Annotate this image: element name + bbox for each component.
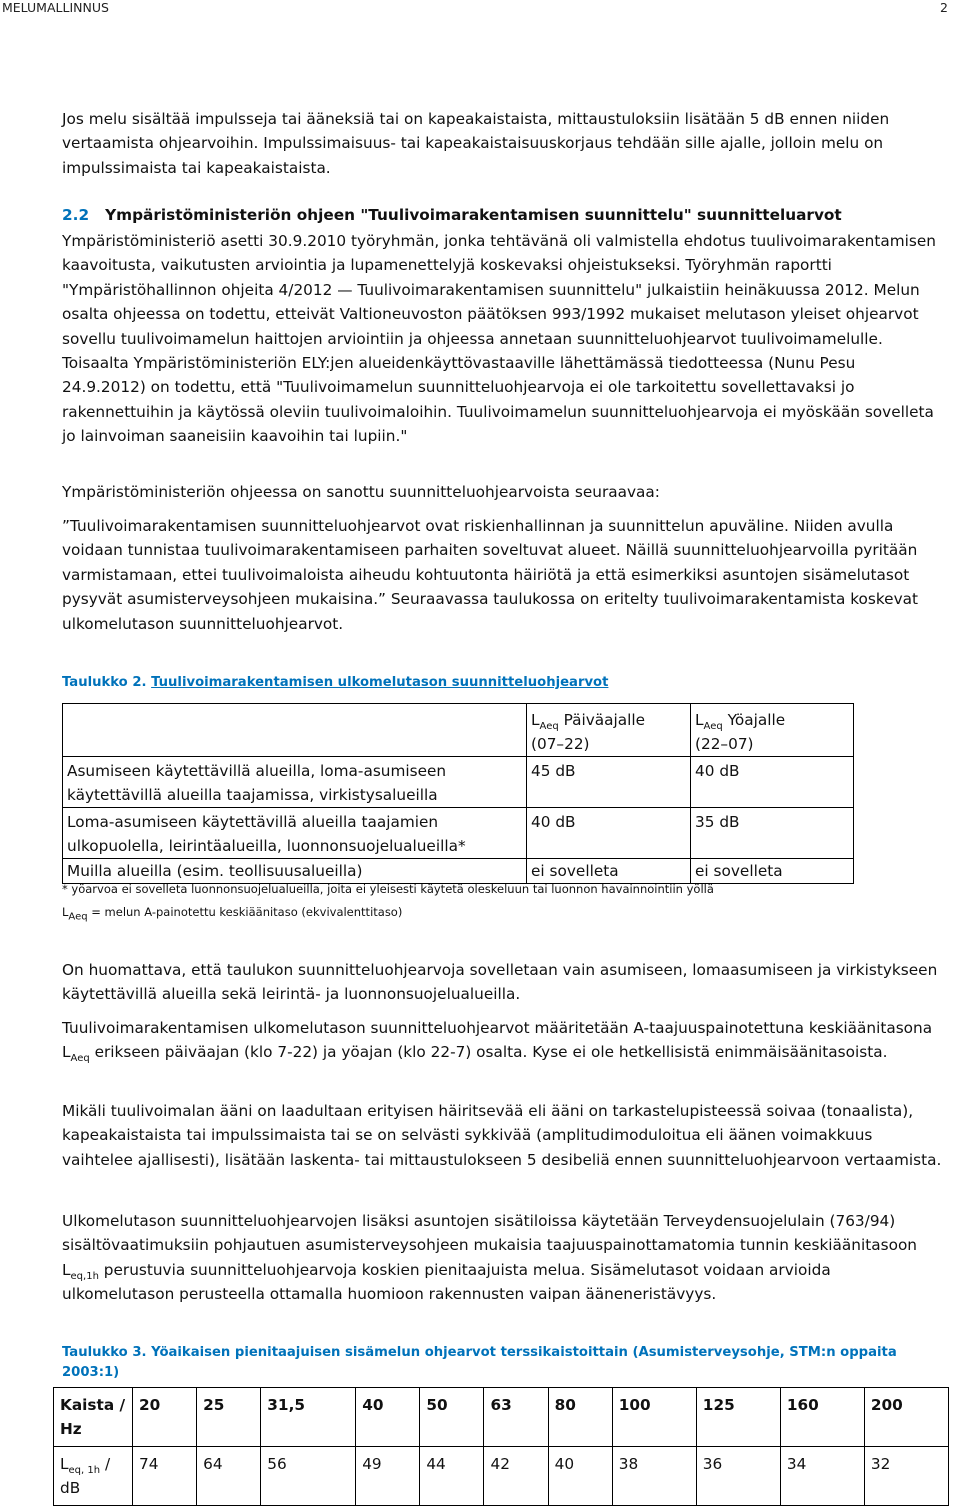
table-cell-freq: 80	[548, 1388, 612, 1447]
table-cell-level: 74	[133, 1447, 197, 1506]
outdoor-noise-table	[62, 703, 854, 884]
table-cell-area: Asumiseen käytettävillä alueilla, loma-asumiseen käytettävillä alueilla taajamissa, virkistysalueilla	[63, 757, 527, 808]
table-cell-level: 38	[612, 1447, 696, 1506]
table-cell-level: 44	[420, 1447, 484, 1506]
table1-caption-title: Tuulivoimarakentamisen ulkomelutason suunnitteluohjearvot	[151, 675, 609, 690]
table-cell-freq: 100	[612, 1388, 696, 1447]
table1-note-star: * yöarvoa ei sovelleta luonnonsuojelualueilla, joita ei yleisesti käytetä oleskeluun tai luonnon havainnointiin yöllä	[62, 882, 714, 896]
table-cell-area: Muilla alueilla (esim. teollisuusalueilla)	[63, 859, 527, 884]
table-cell-freq: 63	[484, 1388, 548, 1447]
table-row-frequency	[54, 1388, 949, 1447]
page-number: 2	[940, 0, 948, 15]
table-row	[63, 757, 854, 808]
table-cell-night: 40 dB	[691, 757, 854, 808]
table1-note-laeq: $L_{Aeq}$ = melun A-painotettu keskiäänitaso (ekvivalenttitaso)	[62, 905, 403, 923]
table-cell-level: 32	[864, 1447, 948, 1506]
document-title: MELUMALLINNUS	[2, 0, 109, 15]
page-header	[0, 0, 960, 16]
paragraph-background: Ympäristöministeriö asetti 30.9.2010 työryhmän, jonka tehtävänä oli valmistella ehdotus tuulivoimarakentamisen kaavoitusta, vaikutusten arviointia ja lupamenettelyjä koskevaksi ohjeistukseksi. Työryhmän raportti "Ympäristöhallinnon ohjeita 4/2012 — Tuulivoimarakentamisen suunnittelu" julkaistiin heinäkuussa 2012. Melun osalta ohjeessa on todettu, etteivät Valtioneuvoston päätöksen 993/1992 mukaiset melutason yleiset ohjearvot sovellu tuulivoimamelun haittojen arviointiin ja ohjeessa annetaan suunnitteluohjearvot tuulivoimamelulle. Toisaalta Ympäristöministeriön ELY:jen alueidenkäyttövastaaville lähettämässä tiedotteessa (Nunu Pesu 24.9.2012) on todettu, että "Tuulivoimamelun suunnitteluohjearvoja ei ole tarkoitettu sovellettavaksi jo rakennettuihin ja käytössä oleviin tuulivoimaloihin. Tuulivoimamelun suunnitteluohjearvoja ei myöskään sovelleta jo lainvoiman saaneisiin kaavoihin tai lupiin."	[62, 232, 936, 446]
table-cell-day: 40 dB	[527, 808, 691, 859]
section-heading	[62, 206, 842, 224]
table1-caption	[62, 673, 608, 693]
intro-paragraph: Jos melu sisältää impulsseja tai ääneksiä tai on kapeakaistaista, mittaustuloksiin lisätään 5 dB ennen niiden vertaamista ohjearvoihin. Impulssimaisuus- tai kapeakaistaisuuskorjaus tehdään sille ajalle, jolloin melu on impulssimaista tai kapeakaistaista.	[62, 110, 890, 177]
section-number: 2.2	[62, 206, 90, 224]
paragraph-quote: ”Tuulivoimarakentamisen suunnitteluohjearvot ovat riskienhallinnan ja suunnittelun apuväline. Niiden avulla voidaan tunnistaa tuulivoimarakentamiseen parhaiten soveltuvat alueet. Näillä suunnitteluohjearvoilla pyritään varmistamaan, ettei tuulivoimaloista aiheudu kohtuutonta häiriötä ja että esimerkiksi asuntojen sisämelutasot pysyvät asumisterveysohjeen mukaisina.” Seuraavassa taulukossa on eritelty tuulivoimarakentamista koskevat ulkomelutason suunnitteluohjearvot.	[62, 517, 919, 633]
table-row-head: $L_{eq, 1h}$ / dB	[54, 1447, 133, 1506]
table-cell-freq: 160	[780, 1388, 864, 1447]
table-cell-freq: 20	[133, 1388, 197, 1447]
low-frequency-table	[53, 1387, 949, 1506]
table2-caption-title: Yöaikaisen pienitaajuisen sisämelun ohjearvot terssikaistoittain (Asumisterveysohje, STM:n oppaita 2003:1)	[62, 1345, 897, 1380]
table-header-cell-empty	[63, 704, 527, 757]
table-cell-level: 40	[548, 1447, 612, 1506]
table-cell-freq: 40	[356, 1388, 420, 1447]
table-cell-freq: 200	[864, 1388, 948, 1447]
paragraph-correction: Mikäli tuulivoimalan ääni on laadultaan erityisen häiritsevää eli ääni on tarkastelupisteessä soivaa (tonaalista), kapeakaistaista tai impulssimaista tai se on selvästi sykkivää (amplitudimoduloitua eli äänen voimakkuus vaihtelee ajallisesti), lisätään laskenta- tai mittaustulokseen 5 desibeliä ennen suunnitteluohjearvoon vertaamista.	[62, 1102, 942, 1169]
table1-caption-prefix: Taulukko 2.	[62, 675, 147, 690]
table-cell-night: 35 dB	[691, 808, 854, 859]
table-cell-level: 34	[780, 1447, 864, 1506]
table-header-day: $L_{Aeq}$ Päiväajalle (07–22)	[527, 704, 691, 757]
paragraph-indoor: Ulkomelutason suunnitteluohjearvojen lisäksi asuntojen sisätiloissa käytetään Terveydensuojelulain (763/94) sisältövaatimuksiin pohjautuen asumisterveysohjeen mukaisia taajuuspainottamatomia tunnin keskiäänitasoon $L_{eq,1h}$ perustuvia suunnitteluohjearvoja koskien pienitaajuista melua. Sisämelutasot voidaan arvioida ulkomelutason perusteella ottamalla huomioon rakennusten vaipan ääneneristävyys.	[62, 1212, 918, 1304]
table2-caption-prefix: Taulukko 3.	[62, 1345, 147, 1360]
table-header-row	[63, 704, 854, 757]
table-cell-level: 36	[696, 1447, 780, 1506]
table-cell-level: 42	[484, 1447, 548, 1506]
table2-caption	[62, 1343, 942, 1383]
table-row-head: Kaista / Hz	[54, 1388, 133, 1447]
table-cell-night: ei sovelleta	[691, 859, 854, 884]
table-cell-day: ei sovelleta	[527, 859, 691, 884]
paragraph-intro-quote: Ympäristöministeriön ohjeessa on sanottu suunnitteluohjearvoista seuraavaa:	[62, 483, 660, 501]
table-header-night: $L_{Aeq}$ Yöajalle (22–07)	[691, 704, 854, 757]
table-cell-level: 64	[197, 1447, 261, 1506]
paragraph-definition: Tuulivoimarakentamisen ulkomelutason suunnitteluohjearvot määritetään A-taajuuspainotettuna keskiäänitasona $L_{Aeq}$ erikseen päiväajan (klo 7-22) ja yöajan (klo 22-7) osalta. Kyse ei ole hetkellisistä enimmäisäänitasoista.	[62, 1019, 933, 1065]
table-row	[63, 808, 854, 859]
table-cell-freq: 125	[696, 1388, 780, 1447]
table-cell-freq: 50	[420, 1388, 484, 1447]
table-cell-level: 56	[261, 1447, 356, 1506]
section-title: Ympäristöministeriön ohjeen "Tuulivoimarakentamisen suunnittelu" suunnitteluarvot	[105, 206, 842, 224]
table-cell-day: 45 dB	[527, 757, 691, 808]
table-row-level	[54, 1447, 949, 1506]
paragraph-applicability: On huomattava, että taulukon suunnitteluohjearvoja sovelletaan vain asumiseen, lomaasumiseen ja virkistykseen käytettävillä alueilla sekä leirintä- ja luonnonsuojelualueilla.	[62, 961, 938, 1004]
table-cell-level: 49	[356, 1447, 420, 1506]
table-cell-freq: 31,5	[261, 1388, 356, 1447]
table-cell-area: Loma-asumiseen käytettävillä alueilla taajamien ulkopuolella, leirintäalueilla, luonnonsuojelualueilla*	[63, 808, 527, 859]
table-cell-freq: 25	[197, 1388, 261, 1447]
